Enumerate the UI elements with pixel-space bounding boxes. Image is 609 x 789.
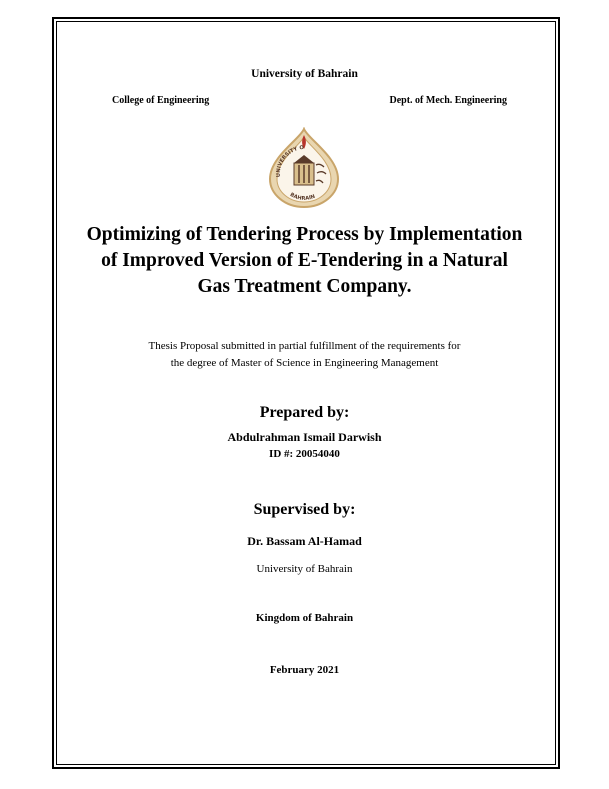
- title-line-3: Gas Treatment Company.: [197, 276, 412, 297]
- author-id: ID #: 20054040: [269, 448, 340, 460]
- supervisor-affiliation: University of Bahrain: [256, 563, 353, 575]
- title-line-2: of Improved Version of E-Tendering in a Natural: [101, 250, 508, 271]
- submission-date: February 2021: [269, 664, 340, 676]
- seal-text-bottom: BAHRAIN: [288, 191, 317, 202]
- title-line-1: Optimizing of Tendering Process by Implementation: [86, 224, 523, 245]
- country-label: Kingdom of Bahrain: [255, 612, 354, 624]
- author-name: Abdulrahman Ismail Darwish: [227, 430, 382, 444]
- proposal-line-2: the degree of Master of Science in Engineering Management: [170, 357, 439, 369]
- prepared-by-heading: Prepared by:: [259, 404, 350, 421]
- seal-text-top: UNIVERSITY O: [275, 144, 305, 178]
- university-heading: University of Bahrain: [251, 68, 358, 80]
- university-of-bahrain-seal-icon: [264, 127, 344, 209]
- college-label: College of Engineering: [112, 95, 210, 106]
- thesis-title: [0, 222, 609, 300]
- supervised-by-heading: Supervised by:: [253, 501, 356, 518]
- proposal-statement: [0, 338, 609, 372]
- supervisor-name: Dr. Bassam Al-Hamad: [247, 534, 362, 548]
- department-label: Dept. of Mech. Engineering: [389, 95, 507, 106]
- proposal-line-1: Thesis Proposal submitted in partial fulfillment of the requirements for: [148, 340, 461, 352]
